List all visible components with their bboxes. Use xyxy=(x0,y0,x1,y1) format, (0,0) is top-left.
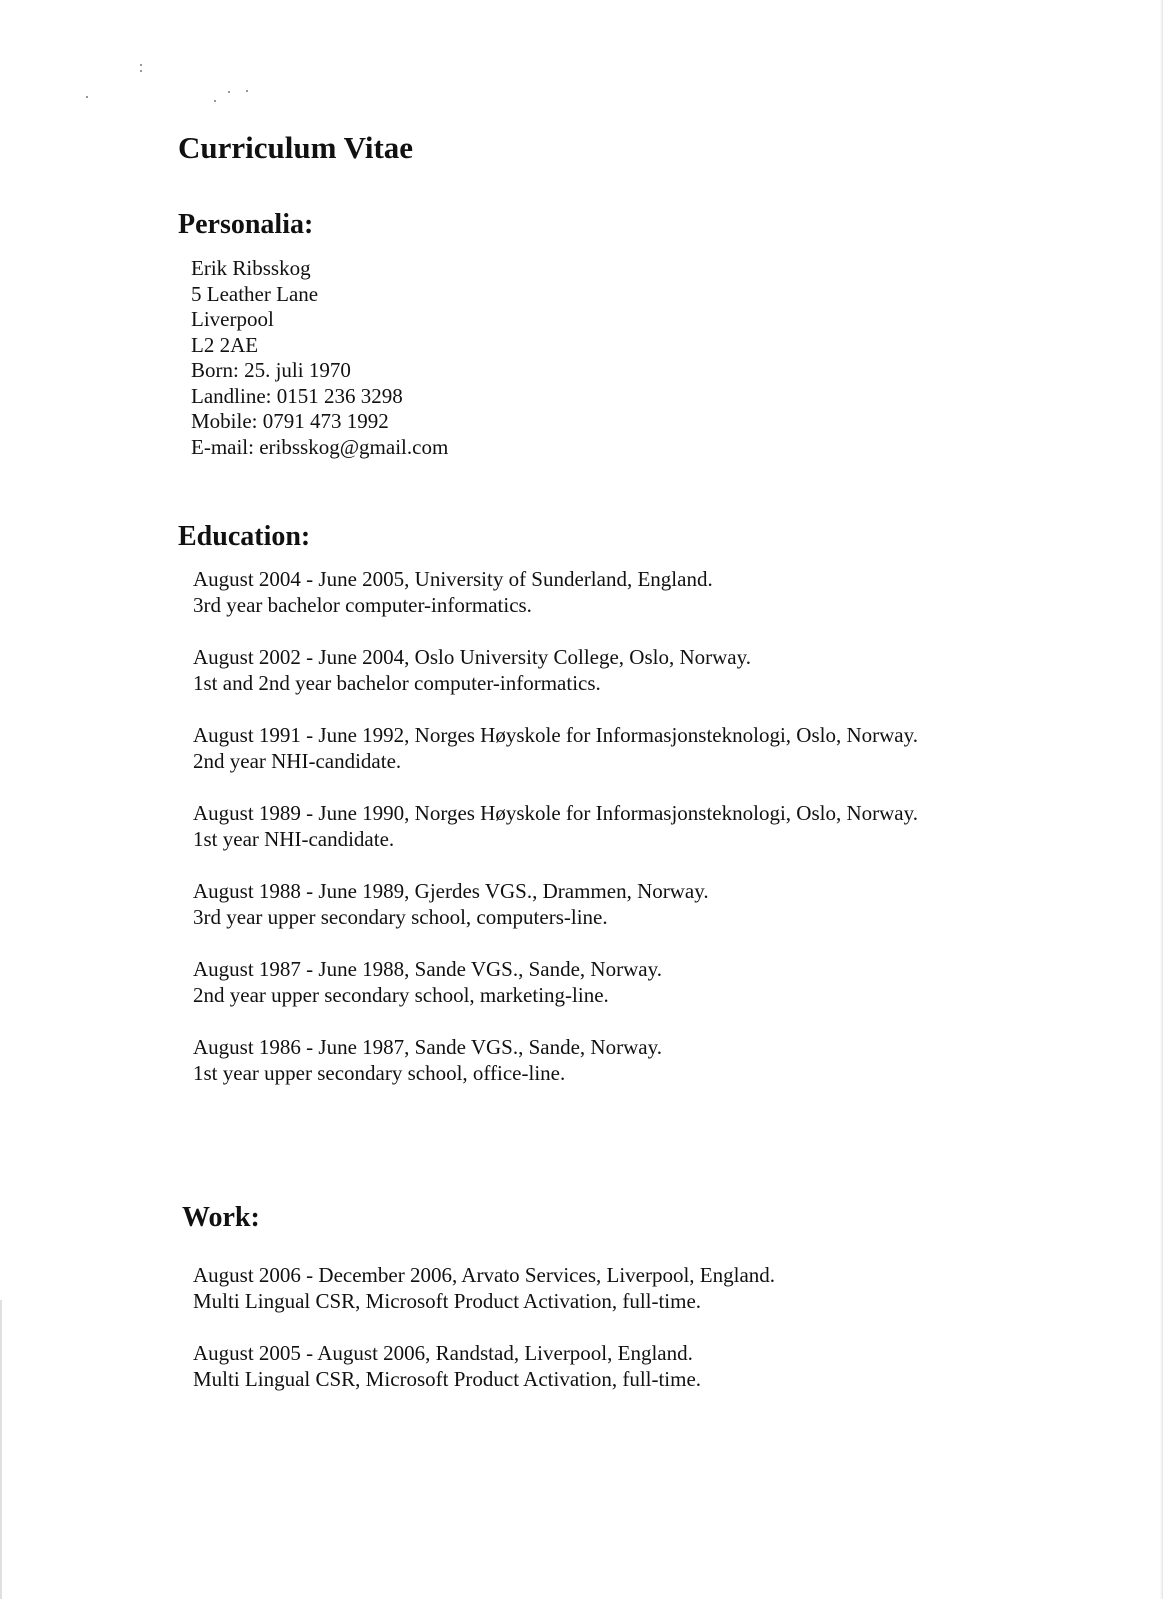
mobile-number: Mobile: 0791 473 1992 xyxy=(191,409,389,433)
education-entry xyxy=(179,878,939,930)
education-period-institution: August 1987 - June 1988, Sande VGS., Sande, Norway. xyxy=(193,957,662,981)
document-title: Curriculum Vitae xyxy=(178,130,414,165)
full-name: Erik Ribsskog xyxy=(191,256,311,280)
education-description: 3rd year upper secondary school, computers-line. xyxy=(193,905,608,929)
work-role: Multi Lingual CSR, Microsoft Product Activation, full-time. xyxy=(193,1289,702,1313)
work-entry xyxy=(179,1262,939,1314)
personal-details xyxy=(191,256,448,460)
education-description: 1st and 2nd year bachelor computer-informatics. xyxy=(193,671,601,695)
education-entry xyxy=(179,956,939,1008)
work-list xyxy=(179,1262,939,1418)
education-period-institution: August 1988 - June 1989, Gjerdes VGS., Drammen, Norway. xyxy=(193,879,709,903)
email-address: E-mail: eribsskog@gmail.com xyxy=(191,434,449,459)
education-list xyxy=(179,566,939,1112)
scan-speck xyxy=(86,96,88,98)
education-entry xyxy=(179,800,939,852)
street-address: 5 Leather Lane xyxy=(191,281,319,306)
education-period-institution: August 2002 - June 2004, Oslo University College, Oslo, Norway. xyxy=(193,645,752,669)
work-entry xyxy=(179,1340,939,1392)
work-period-employer: August 2006 - December 2006, Arvato Services, Liverpool, England. xyxy=(193,1263,776,1287)
personalia-heading: Personalia: xyxy=(178,209,314,240)
education-description: 3rd year bachelor computer-informatics. xyxy=(193,593,532,617)
education-entry xyxy=(179,644,939,696)
scan-speck xyxy=(214,100,216,102)
scan-speck xyxy=(140,70,142,72)
education-heading: Education: xyxy=(178,521,311,552)
work-role: Multi Lingual CSR, Microsoft Product Activation, full-time. xyxy=(193,1367,702,1391)
education-entry xyxy=(179,566,939,618)
landline-number: Landline: 0151 236 3298 xyxy=(191,383,403,408)
education-description: 1st year NHI-candidate. xyxy=(193,827,395,851)
education-period-institution: August 2004 - June 2005, University of Sunderland, England. xyxy=(193,567,713,591)
city: Liverpool xyxy=(191,307,274,331)
scan-edge-left xyxy=(0,1300,2,1599)
education-period-institution: August 1991 - June 1992, Norges Høyskole for Informasjonsteknologi, Oslo, Norway. xyxy=(193,723,919,747)
education-description: 2nd year NHI-candidate. xyxy=(193,749,402,773)
education-entry xyxy=(179,722,939,774)
education-period-institution: August 1989 - June 1990, Norges Høyskole for Informasjonsteknologi, Oslo, Norway. xyxy=(193,801,919,825)
scan-speck xyxy=(246,90,248,92)
scan-speck xyxy=(140,64,142,66)
postcode: L2 2AE xyxy=(191,332,259,357)
work-period-employer: August 2005 - August 2006, Randstad, Liverpool, England. xyxy=(193,1341,693,1365)
education-entry xyxy=(179,1034,939,1086)
education-description: 1st year upper secondary school, office-line. xyxy=(193,1061,566,1085)
birth-date: Born: 25. juli 1970 xyxy=(191,358,351,382)
education-description: 2nd year upper secondary school, marketing-line. xyxy=(193,983,609,1007)
education-period-institution: August 1986 - June 1987, Sande VGS., Sande, Norway. xyxy=(193,1035,662,1059)
scan-speck xyxy=(228,91,230,93)
work-heading: Work: xyxy=(182,1202,260,1233)
